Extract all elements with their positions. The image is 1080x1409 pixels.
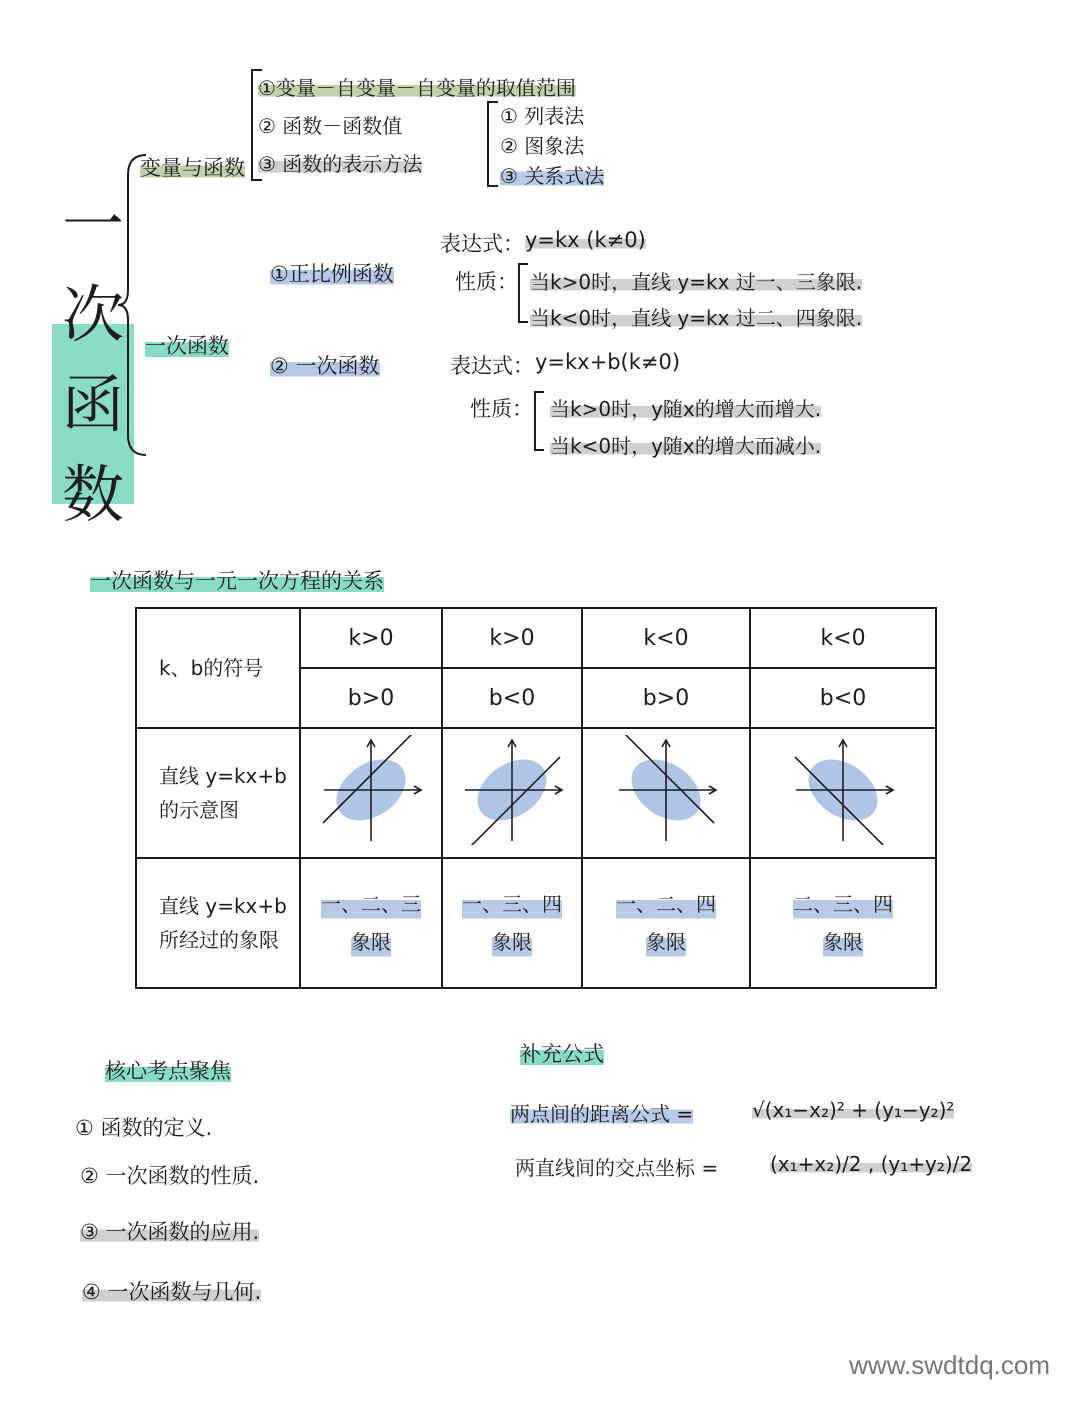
quad-suffix: 象限 [823, 923, 863, 961]
quad-suffix: 象限 [351, 923, 391, 961]
table-heading: 一次函数与一元一次方程的关系 [90, 565, 384, 595]
method-3: ③ 关系式法 [500, 160, 604, 189]
core-item-4: ④ 一次函数与几何. [82, 1276, 261, 1306]
col4-quadrants [750, 858, 936, 988]
variables-item-3: ③ 函数的表示方法 [258, 148, 422, 177]
col3-b: b>0 [582, 668, 750, 728]
branch-label-linear: 一次函数 [145, 330, 229, 360]
graph-k-neg-b-pos [611, 735, 721, 845]
core-item-1: ① 函数的定义. [75, 1116, 213, 1140]
distance-formula: √(x₁−x₂)² + (y₁−y₂)² [752, 1098, 955, 1122]
distance-label: 两点间的距离公式 = [510, 1098, 693, 1127]
core-heading: 核心考点聚焦 [105, 1055, 231, 1085]
method-2: ② 图象法 [500, 134, 585, 158]
branch-label-variables: 变量与函数 [140, 152, 245, 182]
page-title: 一次函数 [52, 180, 134, 540]
quad-suffix: 象限 [646, 923, 686, 961]
quad-text: 一、二、四 [616, 885, 716, 923]
col2-quadrants [442, 858, 582, 988]
graph-cell [582, 728, 750, 858]
variables-item-2: ② 函数－函数值 [258, 114, 403, 138]
brace-methods [480, 100, 500, 190]
proportional-label: ①正比例函数 [270, 258, 394, 288]
proportional-prop-1: 当k>0时，直线 y=kx 过一、三象限. [530, 266, 862, 295]
proportional-prop-label: 性质： [455, 270, 518, 294]
graph-k-pos-b-neg [457, 735, 567, 845]
watermark: www.swdtdq.com [849, 1350, 1050, 1380]
core-item-2: ② 一次函数的性质. [80, 1164, 260, 1188]
brace-prop2 [528, 390, 546, 454]
method-1: ① 列表法 [500, 104, 585, 128]
col3-quadrants [582, 858, 750, 988]
linear-expr: y=kx+b(k≠0) [535, 350, 681, 374]
linear-prop-2: 当k<0时，y随x的增大而减小. [550, 430, 821, 459]
intersection-label: 两直线间的交点坐标 = [515, 1156, 719, 1180]
graph-k-pos-b-pos [316, 735, 426, 845]
graph-cell [442, 728, 582, 858]
col1-quadrants [300, 858, 442, 988]
quad-text: 一、三、四 [462, 885, 562, 923]
row-header-signs: k、b的符号 [136, 608, 300, 728]
linear-prop-label: 性质： [470, 397, 533, 421]
graph-cell [300, 728, 442, 858]
linear-expr-label: 表达式： [450, 354, 534, 378]
graph-k-neg-b-neg [788, 735, 898, 845]
col4-b: b<0 [750, 668, 936, 728]
proportional-expr-label: 表达式： [440, 232, 524, 256]
col2-b: b<0 [442, 668, 582, 728]
graph-cell [750, 728, 936, 858]
brace-prop1 [512, 262, 530, 326]
proportional-expr: y=kx (k≠0) [525, 228, 646, 252]
col1-k: k>0 [300, 608, 442, 668]
col1-b: b>0 [300, 668, 442, 728]
row-header-graph: 直线 y=kx+b 的示意图 [136, 728, 300, 858]
linear-label: ② 一次函数 [270, 350, 380, 380]
col2-k: k>0 [442, 608, 582, 668]
col3-k: k<0 [582, 608, 750, 668]
relationship-table [135, 607, 937, 989]
proportional-prop-2: 当k<0时，直线 y=kx 过二、四象限. [530, 302, 862, 331]
variables-item-1: ①变量－自变量－自变量的取值范围 [258, 72, 576, 101]
quad-text: 二、三、四 [793, 885, 893, 923]
intersection-formula: (x₁+x₂)/2 , (y₁+y₂)/2 [770, 1152, 973, 1176]
core-item-3: ③ 一次函数的应用. [80, 1216, 259, 1246]
formula-heading: 补充公式 [520, 1038, 604, 1068]
main-brace [118, 150, 148, 460]
quad-suffix: 象限 [492, 923, 532, 961]
linear-prop-1: 当k>0时，y随x的增大而增大. [550, 393, 821, 422]
row-header-quadrants: 直线 y=kx+b 所经过的象限 [136, 858, 300, 988]
quad-text: 一、二、三 [321, 885, 421, 923]
col4-k: k<0 [750, 608, 936, 668]
